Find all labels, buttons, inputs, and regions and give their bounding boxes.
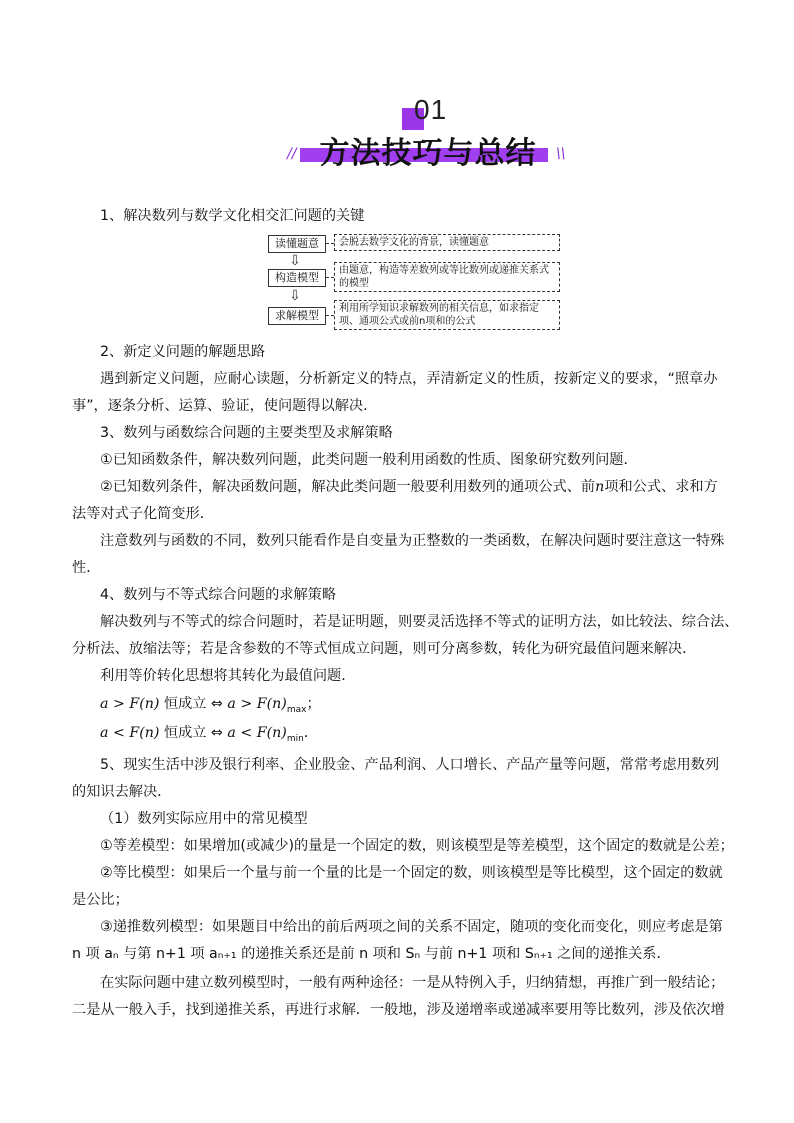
paragraph-line: ②已知数列条件，解决函数问题，解决此类问题一般要利用数列的通项公式、前n项和公式、求和方 — [100, 479, 718, 495]
flow-connector — [326, 315, 334, 316]
flow-step-label: 读懂题意 — [268, 235, 326, 253]
paragraph-line: 在实际问题中建立数列模型时，一般有两种途径：一是从特例入手，归纳猜想，再推广到一般结论； — [100, 975, 725, 991]
heading-1: 1、解决数列与数学文化相交汇问题的关键 — [100, 208, 365, 224]
flow-connector — [326, 243, 334, 244]
flow-step-desc: 会脱去数学文化的背景，读懂题意 — [334, 234, 560, 251]
paragraph-line: 性． — [72, 560, 101, 576]
paragraph-line: 注意数列与函数的不同，数列只能看作是自变量为正整数的一类函数，在解决问题时要注意这一特殊 — [100, 533, 725, 549]
flow-step-desc: 由题意，构造等差数列或等比数列或递推关系式的模型 — [334, 262, 560, 292]
subheading: （1）数列实际应用中的常见模型 — [100, 811, 308, 827]
paragraph-line: ①已知函数条件，解决数列问题，此类问题一般利用函数的性质、图象研究数列问题． — [100, 452, 638, 468]
flow-step-label: 构造模型 — [268, 269, 326, 287]
flow-step-desc: 利用所学知识求解数列的相关信息，如求指定项、通项公式或前n项和的公式 — [334, 300, 560, 330]
formula-line: a > F(n) 恒成立 ⇔ $a > F(n)_{max}$； — [100, 696, 321, 715]
slash-decoration-right: \\ — [556, 146, 566, 162]
flow-step-label: 求解模型 — [268, 307, 326, 325]
paragraph-line: n 项 aₙ 与第 n+1 项 aₙ₊₁ 的递推关系还是前 n 项和 Sₙ 与前 n+1 项和 Sₙ₊₁ 之间的递推关系． — [72, 946, 671, 962]
section-header — [0, 0, 794, 180]
flow-diagram — [268, 233, 558, 333]
down-arrow-icon: ⇩ — [289, 288, 301, 304]
down-arrow-icon: ⇩ — [289, 253, 301, 269]
paragraph-line: 是公比； — [72, 892, 129, 908]
heading-5: 5、现实生活中涉及银行利率、企业股金、产品利润、人口增长、产品产量等问题，常常考虑用数列 — [100, 757, 720, 773]
paragraph-line: 利用等价转化思想将其转化为最值问题． — [100, 668, 356, 684]
paragraph-line: 二是从一般入手，找到递推关系，再进行求解．一般地，涉及递增率或递减率要用等比数列，涉及依次增 — [72, 1002, 725, 1018]
formula-line: a < F(n) 恒成立 ⇔ $a < F(n)_{min}$． — [100, 725, 319, 744]
paragraph-line: 解决数列与不等式的综合问题时，若是证明题，则要灵活选择不等式的证明方法，如比较法、综合法、 — [100, 614, 739, 630]
paragraph-line: 的知识去解决． — [72, 784, 172, 800]
heading-2: 2、新定义问题的解题思路 — [100, 344, 266, 360]
paragraph-line: 法等对式子化简变形． — [72, 506, 214, 522]
paragraph-line: 分析法、放缩法等；若是含参数的不等式恒成立问题，则可分离参数，转化为研究最值问题来解决． — [72, 641, 697, 657]
paragraph-line: ①等差模型：如果增加(或减少)的量是一个固定的数，则该模型是等差模型，这个固定的数就是公差； — [100, 838, 734, 854]
paragraph-line: ②等比模型：如果后一个量与前一个量的比是一个固定的数，则该模型是等比模型，这个固定的数就 — [100, 865, 723, 881]
section-number: 01 — [414, 94, 448, 125]
heading-4: 4、数列与不等式综合问题的求解策略 — [100, 587, 337, 603]
slash-decoration-left: // — [287, 146, 297, 162]
flow-connector — [326, 277, 334, 278]
section-title: 方法技巧与总结 — [319, 136, 537, 171]
paragraph-line: 遇到新定义问题，应耐心读题，分析新定义的特点，弄清新定义的性质，按新定义的要求，“照章办 — [100, 371, 718, 387]
paragraph-line: 事”，逐条分析、运算、验证，使问题得以解决． — [72, 398, 378, 414]
paragraph-line: ③递推数列模型：如果题目中给出的前后两项之间的关系不固定，随项的变化而变化，则应考虑是第 — [100, 919, 723, 935]
heading-3: 3、数列与函数综合问题的主要类型及求解策略 — [100, 425, 393, 441]
